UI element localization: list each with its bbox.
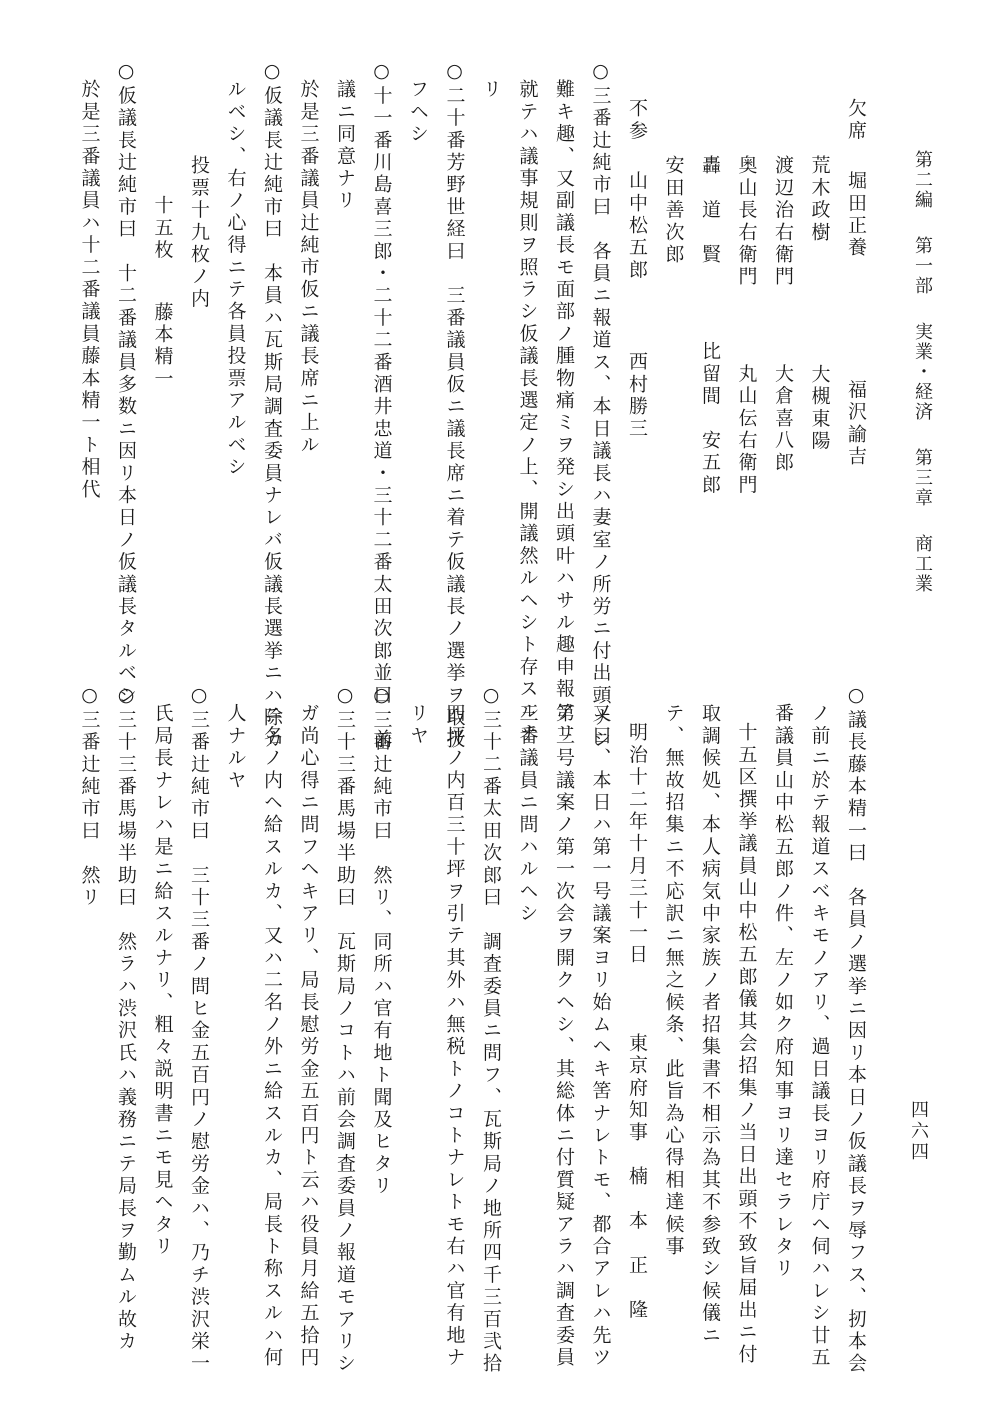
absent-label: 欠席堀田正養福沢諭吉 — [845, 98, 867, 469]
paragraph-line: 四坪ノ内百三十坪ヲ引テ其外ハ無税トノコトナレトモ右ハ官有地ナ — [443, 703, 466, 1369]
paragraph-line: 就テハ議事規則ヲ照ラシ仮議長選定ノ上、開議然ルヘシト存スルナ — [516, 79, 539, 745]
paragraph-line: ○三番辻純市曰 然リ — [78, 684, 101, 909]
notice-line: テ、無故招集ニ不応訳ニ無之候条、此旨為心得相達候事 — [662, 703, 685, 1258]
paragraph-line: 三番議員ニ問ハルヘシ — [516, 703, 539, 925]
header-chapter: 第三章 — [912, 448, 933, 508]
paragraph-line: 難キ趣、又副議長モ面部ノ腫物痛ミヲ発シ出頭叶ハサル趣申報アリ — [553, 79, 575, 745]
page-number: 四六四 — [908, 1100, 929, 1163]
vote-line: 投票十九枚ノ内 — [188, 155, 210, 311]
paragraph-line: 第三号議案ノ第一次会ヲ開クヘシ、其総体ニ付質疑アラハ調査委員 — [553, 703, 575, 1369]
paragraph-line: ○三番辻純市曰 三十三番ノ問ヒ金五百円ノ慰労金ハ、乃チ渋沢栄一 — [188, 684, 210, 1376]
paragraph-line: ルベシ、右ノ心得ニテ各員投票アルベシ — [224, 79, 247, 479]
paragraph-line: ○三番辻純市曰 然リ、同所ハ官有地ト聞及ヒタリ — [370, 684, 393, 1198]
header-division: 第一部 — [912, 236, 933, 296]
nonparticipant-row: 不参山中松五郎西村勝三 — [626, 98, 648, 441]
paragraph-line: 議ニ同意ナリ — [334, 79, 356, 213]
paragraph-line: 人ナルヤ — [224, 703, 247, 792]
header-chapter-title: 商工業 — [912, 534, 933, 594]
paragraph-line: 又曰、本日ハ第一号議案ヨリ始ムヘキ筈ナレトモ、都合アレハ先ツ — [589, 703, 612, 1369]
paragraph-line: ○議長藤本精一曰 各員ノ選挙ニ因リ本日ノ仮議長ヲ辱フス、扨本会 — [845, 684, 867, 1376]
absent-row: 安田善次郎 — [662, 155, 685, 266]
header-division-title: 実業・経済 — [912, 322, 933, 422]
paragraph-line: ガ尚心得ニ問フヘキアリ、局長慰労金五百円ト云ハ役員月給五拾円 — [297, 703, 320, 1369]
paragraph-line: 於是三番議員ハ十二番議員藤本精一ト相代 — [78, 79, 101, 501]
notice-line: 十五区撰挙議員山中松五郎儀其会招集ノ当日出頭不致旨届出ニ付 — [735, 722, 758, 1366]
paragraph-line: ○三番辻純市曰 各員ニ報道ス、本日議長ハ妻室ノ所労ニ付出頭ナシ — [589, 60, 612, 752]
paragraph-line: ○三十三番馬場半助曰 然ラハ渋沢氏ハ義務ニテ局長ヲ勤ムル故カ — [115, 684, 137, 1353]
paragraph-line: リヤ — [407, 703, 429, 748]
paragraph-line: 於是三番議員辻純市仮ニ議長席ニ上ル — [297, 79, 320, 457]
absent-row: 轟 道 賢比留間 安五郎 — [699, 155, 721, 497]
vote-result: 十五枚藤本精一 — [151, 195, 174, 391]
paragraph-line: ○十一番川島喜三郎・二十二番酒井忠道・三十二番太田次郎並曰 前 — [370, 60, 393, 752]
paragraph-line: ○三十二番太田次郎曰 調査委員ニ問フ、瓦斯局ノ地所四千三百弐拾 — [480, 684, 502, 1376]
paragraph-line: ○仮議長辻純市曰 本員ハ瓦斯局調査委員ナレバ仮議長選挙ニハ除カ — [261, 60, 283, 752]
paragraph-line: ノ前ニ於テ報道スベキモノアリ、過日議長ヨリ府庁へ伺ハレシ廿五 — [808, 703, 831, 1369]
absent-row: 渡辺治右衛門大倉喜八郎 — [772, 155, 794, 475]
absent-row: 荒木政樹大槻東陽 — [808, 155, 831, 453]
paragraph-line: ○三十三番馬場半助曰 瓦斯局ノコトハ前会調査委員ノ報道モアリシ — [334, 684, 356, 1376]
lower-text-block — [71, 684, 874, 1376]
paragraph-line: 番議員山中松五郎ノ件、左ノ如ク府知事ヨリ達セラレタリ — [772, 703, 794, 1281]
running-header — [905, 150, 935, 594]
paragraph-line: フヘシ — [407, 79, 429, 146]
paragraph-line: ○仮議長辻純市曰 十二番議員多数ニ因リ本日ノ仮議長タルベシ — [115, 60, 137, 707]
absent-row: 奥山長右衛門丸山伝右衛門 — [735, 155, 758, 497]
paragraph-line: 氏局長ナレハ是ニ給スルナリ、粗々説明書ニモ見ヘタリ — [151, 703, 174, 1258]
paragraph-line: ニ名ノ内ヘ給スルカ、又ハ二名ノ外ニ給スルカ、局長ト称スルハ何 — [261, 703, 283, 1369]
paragraph-line: リ — [480, 79, 502, 102]
paragraph-line: ○二十番芳野世経曰 三番議員仮ニ議長席ニ着テ仮議長ノ選挙ヲ取扱 — [443, 60, 466, 752]
notice-line: 取調候処、本人病気中家族ノ者招集書不相示為其不参致シ候儀ニ — [699, 703, 721, 1347]
header-part: 第二編 — [912, 150, 933, 210]
notice-signature: 明治十二年十月三十一日 東京府知事 楠 本 正 隆 — [626, 722, 648, 1322]
